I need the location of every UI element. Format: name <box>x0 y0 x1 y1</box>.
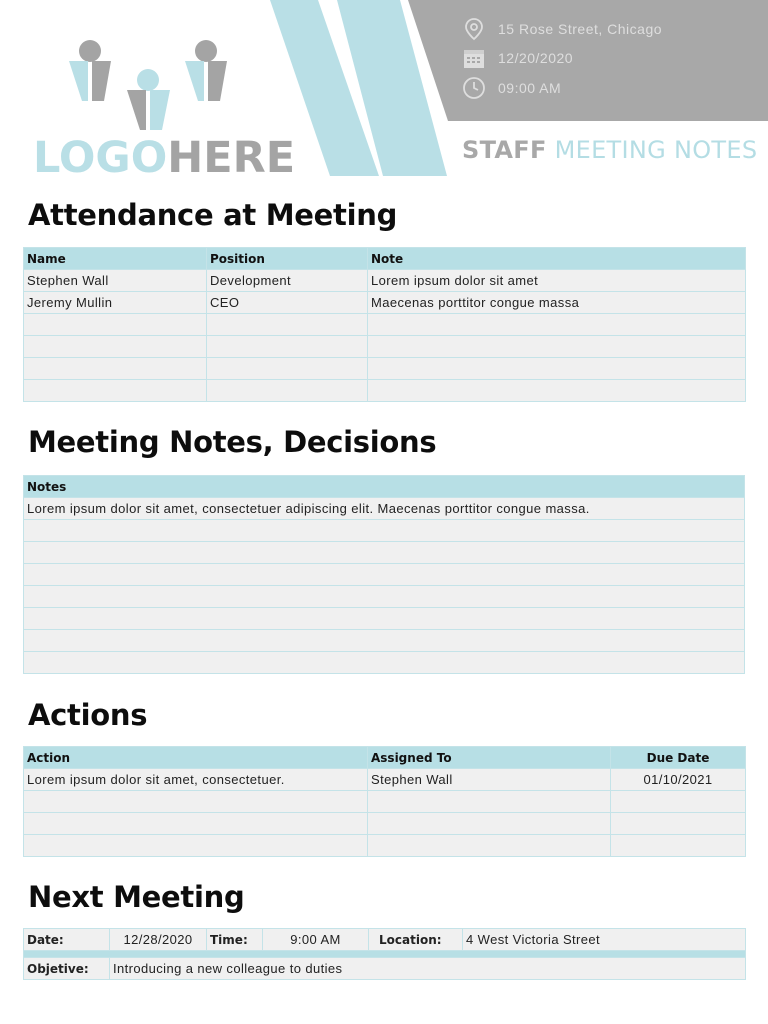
actions-heading: Actions <box>28 698 148 732</box>
table-cell: Maecenas porttitor congue massa <box>368 292 746 314</box>
date-value: 12/28/2020 <box>110 929 207 951</box>
logo-text-part1: LOGO <box>33 133 168 183</box>
table-row-empty <box>24 835 746 857</box>
column-header: Action <box>24 747 368 769</box>
table-cell: 01/10/2021 <box>611 769 746 791</box>
notes-heading: Meeting Notes, Decisions <box>28 425 437 459</box>
time-label: Time: <box>207 929 263 951</box>
clock-icon <box>462 76 486 100</box>
objective-value: Introducing a new colleague to duties <box>110 958 746 980</box>
column-header: Assigned To <box>368 747 611 769</box>
time-value: 9:00 AM <box>263 929 369 951</box>
table-row-empty <box>24 520 745 542</box>
next-meeting-table <box>23 928 746 980</box>
title-bold: STAFF <box>462 136 547 164</box>
table-cell: Lorem ipsum dolor sit amet, consectetuer. <box>24 769 368 791</box>
calendar-icon <box>462 46 486 70</box>
logo-text-part2: HERE <box>167 133 296 183</box>
column-header: Note <box>368 248 746 270</box>
table-cell: Lorem ipsum dolor sit amet <box>368 270 746 292</box>
time-text: 09:00 AM <box>498 80 562 96</box>
table-row <box>24 270 746 292</box>
table-row <box>24 958 746 980</box>
table-row-empty <box>24 336 746 358</box>
location-label: Location: <box>369 929 463 951</box>
table-row <box>24 292 746 314</box>
location-pin-icon <box>462 17 486 41</box>
table-row-empty <box>24 791 746 813</box>
objective-label: Objetive: <box>24 958 110 980</box>
table-cell: Stephen Wall <box>368 769 611 791</box>
table-header-row <box>24 476 745 498</box>
date-text: 12/20/2020 <box>498 50 574 66</box>
actions-table <box>23 746 746 857</box>
table-row <box>24 929 746 951</box>
table-row-empty <box>24 652 745 674</box>
table-row-empty <box>24 380 746 402</box>
table-row <box>24 498 745 520</box>
table-cell: Jeremy Mullin <box>24 292 207 314</box>
address-row <box>462 18 662 40</box>
attendance-heading: Attendance at Meeting <box>28 198 398 232</box>
table-row-empty <box>24 586 745 608</box>
date-label: Date: <box>24 929 110 951</box>
title-light: MEETING NOTES <box>554 136 758 164</box>
table-row-empty <box>24 630 745 652</box>
address-text: 15 Rose Street, Chicago <box>498 21 663 37</box>
date-row <box>462 47 573 69</box>
table-cell: Stephen Wall <box>24 270 207 292</box>
table-row-empty <box>24 813 746 835</box>
table-spacer <box>24 951 746 958</box>
table-row-empty <box>24 358 746 380</box>
table-row-empty <box>24 564 745 586</box>
table-cell: CEO <box>207 292 368 314</box>
column-header: Notes <box>24 476 745 498</box>
table-row <box>24 769 746 791</box>
next-meeting-heading: Next Meeting <box>28 880 245 914</box>
attendance-table <box>23 247 746 402</box>
table-row-empty <box>24 314 746 336</box>
column-header: Position <box>207 248 368 270</box>
document-title <box>462 136 757 164</box>
table-header-row <box>24 747 746 769</box>
table-cell: Development <box>207 270 368 292</box>
location-value: 4 West Victoria Street <box>463 929 746 951</box>
time-row <box>462 77 561 99</box>
table-row-empty <box>24 608 745 630</box>
column-header: Due Date <box>611 747 746 769</box>
table-header-row <box>24 248 746 270</box>
notes-table <box>23 475 745 674</box>
column-header: Name <box>24 248 207 270</box>
table-row-empty <box>24 542 745 564</box>
table-cell: Lorem ipsum dolor sit amet, consectetuer adipiscing elit. Maecenas porttitor congue massa. <box>24 498 745 520</box>
